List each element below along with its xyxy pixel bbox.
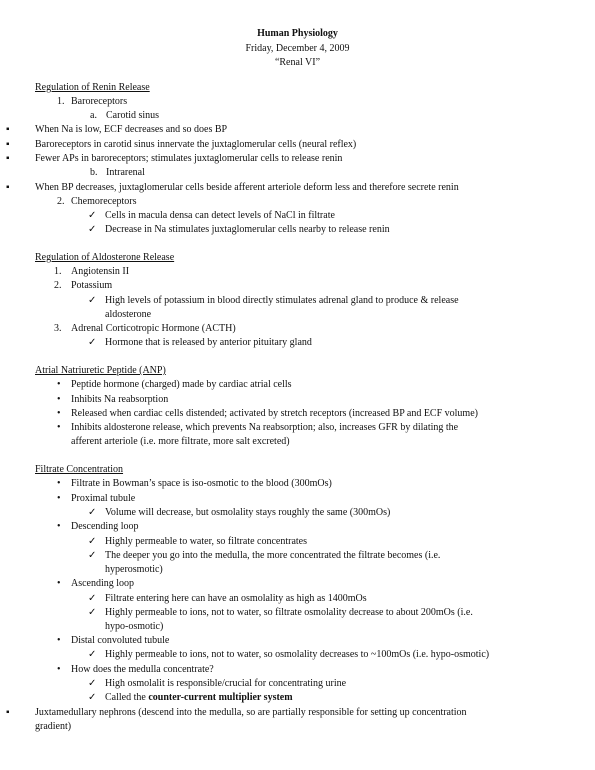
list-item: Highly permeable to water, so filtrate concentrates [105,536,308,547]
bold-term: counter-current multiplier system [148,692,293,703]
list-item: Filtrate entering here can have an osmolality as high as 1400mOs [105,593,367,604]
list-item-continuation: gradient) [35,721,72,732]
list-item: Cells in macula densa can detect levels of NaCl in filtrate [105,210,335,221]
dot-bullet-icon: • [57,493,61,504]
section-heading-renin: Regulation of Renin Release [35,82,150,93]
list-letter: b. [90,167,98,178]
document-date: Friday, December 4, 2009 [245,42,350,54]
list-item: Angiotensin II [71,266,130,277]
list-item: Volume will decrease, but osmolality stays roughly the same (300mOs) [105,507,391,518]
checkmark-icon: ✓ [88,550,97,561]
list-item: Juxtamedullary nephrons (descend into the medulla, so are partially responsible for setting up concentration [35,707,467,718]
list-item-text: Called the [105,692,149,703]
list-item: Baroreceptors [71,96,128,107]
square-bullet-icon: ▪ [6,707,10,718]
square-bullet-icon: ▪ [6,124,10,135]
document-header [0,27,595,71]
list-item: Inhibits Na reabsorption [71,394,169,405]
list-item: Released when cardiac cells distended; activated by stretch receptors (increased BP and ECF volume) [71,408,478,419]
list-item: Hormone that is released by anterior pituitary gland [105,337,312,348]
checkmark-icon: ✓ [88,507,97,518]
list-number: 1. [54,266,62,277]
list-item: Highly permeable to ions, not to water, so filtrate osmolality decrease to about 200mOs (i.e. [105,607,473,618]
checkmark-icon: ✓ [88,593,97,604]
checkmark-icon: ✓ [88,692,97,703]
list-item: Descending loop [71,521,139,532]
dot-bullet-icon: • [57,408,61,419]
list-item: Potassium [71,280,113,291]
section-heading-anp: Atrial Natriuretic Peptide (ANP) [35,365,166,376]
section-heading-filtrate: Filtrate Concentration [35,464,124,475]
list-number: 2. [54,280,62,291]
checkmark-icon: ✓ [88,337,97,348]
dot-bullet-icon: • [57,422,61,433]
list-item: The deeper you go into the medulla, the more concentrated the filtrate becomes (i.e. [105,550,441,561]
list-item: Inhibits aldosterone release, which prevents Na reabsorption; also, increases GFR by dilating the [71,422,459,433]
dot-bullet-icon: • [57,664,61,675]
section-heading-aldosterone: Regulation of Aldosterone Release [35,252,175,263]
list-item-continuation: aldosterone [105,309,152,320]
document-subtitle: “Renal VI” [274,57,321,69]
list-item: Peptide hormone (charged) made by cardiac atrial cells [71,379,292,390]
list-letter: a. [90,110,97,121]
list-item: Ascending loop [71,578,135,589]
list-item: When Na is low, ECF decreases and so does BP [35,124,228,135]
list-item: Carotid sinus [106,110,160,121]
list-item: High levels of potassium in blood directly stimulates adrenal gland to produce & release [105,295,459,306]
document-title: Human Physiology [257,28,338,39]
dot-bullet-icon: • [57,478,61,489]
dot-bullet-icon: • [57,578,61,589]
checkmark-icon: ✓ [88,224,97,235]
list-item: Highly permeable to ions, not to water, so osmolality decreases to ~100mOs (i.e. hypo-osmotic) [105,649,490,660]
list-item: Proximal tubule [71,493,136,504]
list-item: Adrenal Corticotropic Hormone (ACTH) [71,323,236,334]
list-item: How does the medulla concentrate? [71,664,214,675]
checkmark-icon: ✓ [88,649,97,660]
list-item: High osmolalit is responsible/crucial for concentrating urine [105,678,347,689]
dot-bullet-icon: • [57,379,61,390]
square-bullet-icon: ▪ [6,153,10,164]
list-number: 3. [54,323,62,334]
checkmark-icon: ✓ [88,295,97,306]
dot-bullet-icon: • [57,635,61,646]
checkmark-icon: ✓ [88,678,97,689]
list-item: Distal convoluted tubule [71,635,170,646]
list-item: Chemoreceptors [71,196,137,207]
checkmark-icon: ✓ [88,607,97,618]
list-item: Filtrate in Bowman’s space is iso-osmotic to the blood (300mOs) [71,478,332,489]
list-item [105,691,293,706]
list-number: 2. [57,196,65,207]
square-bullet-icon: ▪ [6,182,10,193]
list-item: Fewer APs in baroreceptors; stimulates juxtaglomerular cells to release renin [35,153,343,164]
list-item: When BP decreases, juxtaglomerular cells beside afferent arteriole deform less and therefore secrete renin [35,182,459,193]
dot-bullet-icon: • [57,394,61,405]
checkmark-icon: ✓ [88,536,97,547]
square-bullet-icon: ▪ [6,139,10,150]
list-item-continuation: hyperosmotic) [105,564,163,575]
list-item: Baroreceptors in carotid sinus innervate the juxtaglomerular cells (neural reflex) [35,139,357,150]
checkmark-icon: ✓ [88,210,97,221]
list-number: 1. [57,96,65,107]
list-item: Intrarenal [106,167,145,178]
list-item-continuation: hypo-osmotic) [105,621,164,632]
dot-bullet-icon: • [57,521,61,532]
list-item-continuation: afferent arteriole (i.e. more filtrate, more salt excreted) [71,436,290,447]
list-item: Decrease in Na stimulates juxtaglomerular cells nearby to release renin [105,224,390,235]
